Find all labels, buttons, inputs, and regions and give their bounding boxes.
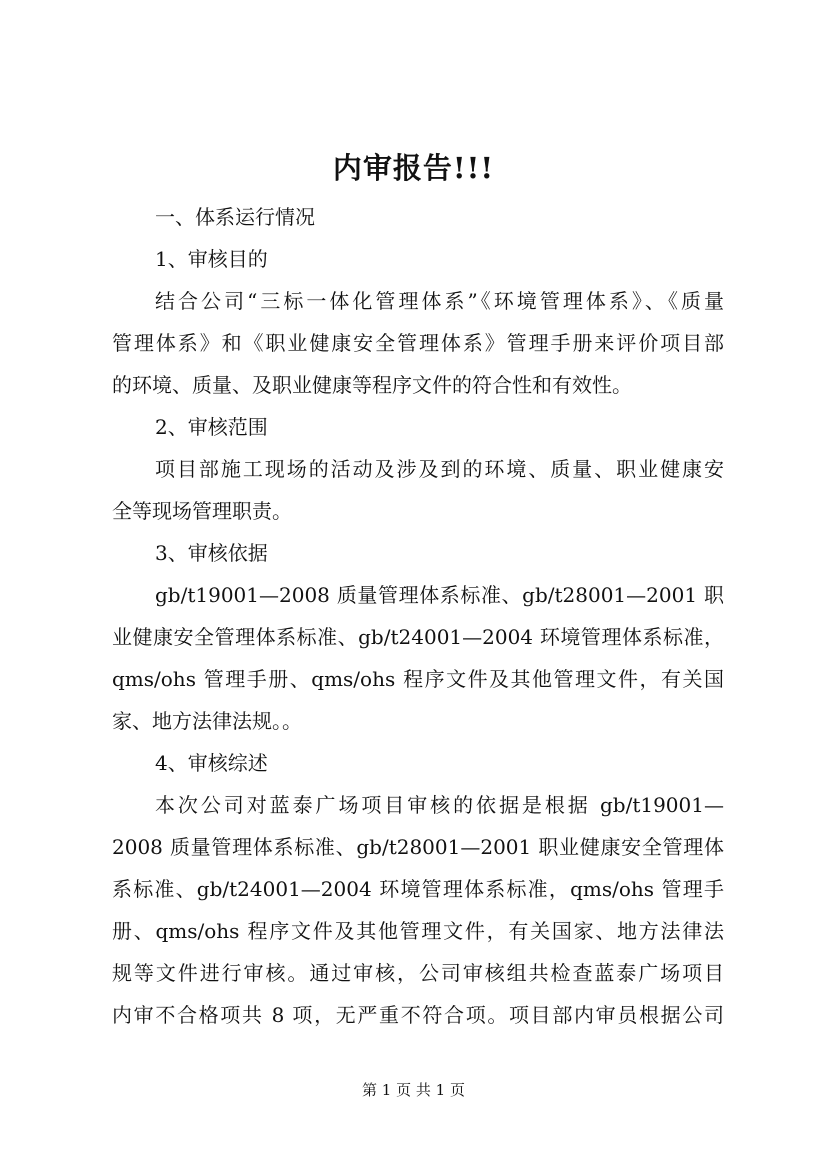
text-line: qms/ohs 管理手册、qms/ohs 程序文件及其他管理文件，有关国	[112, 667, 724, 691]
document-title: 内审报告!!!	[332, 151, 495, 185]
text-line: 结合公司“三标一体化管理体系”《环境管理体系》、《质量	[155, 289, 724, 313]
document-body	[112, 196, 724, 1036]
text-line: 2、审核范围	[155, 415, 268, 439]
page-footer: 第 1 页 共 1 页	[362, 1081, 465, 1099]
text-line: 规等文件进行审核。通过审核，公司审核组共检查蓝泰广场项目	[112, 961, 724, 985]
text-line: 家、地方法律法规。。	[112, 709, 302, 733]
text-line: 1、审核目的	[155, 247, 268, 271]
text-line: 3、审核依据	[155, 541, 268, 565]
text-line: 本次公司对蓝泰广场项目审核的依据是根据 gb/t19001—	[155, 793, 724, 817]
text-line: 项目部施工现场的活动及涉及到的环境、质量、职业健康安	[155, 457, 724, 481]
text-line: 册、qms/ohs 程序文件及其他管理文件，有关国家、地方法律法	[112, 919, 724, 943]
text-line: 系标准、gb/t24001—2004 环境管理体系标准，qms/ohs 管理手	[112, 877, 724, 901]
text-line: 一、体系运行情况	[155, 205, 315, 229]
text-line: 的环境、质量、及职业健康等程序文件的符合性和有效性。	[112, 373, 632, 397]
text-line: 4、审核综述	[155, 751, 268, 775]
text-line: 管理体系》和《职业健康安全管理体系》管理手册来评价项目部	[112, 331, 724, 355]
text-line: 内审不合格项共 8 项，无严重不符合项。项目部内审员根据公司	[112, 1003, 724, 1027]
text-line: 2008 质量管理体系标准、gb/t28001—2001 职业健康安全管理体	[112, 835, 724, 859]
text-line: 全等现场管理职责。	[112, 499, 292, 523]
text-line: gb/t19001—2008 质量管理体系标准、gb/t28001—2001 职	[155, 583, 724, 607]
text-line: 业健康安全管理体系标准、gb/t24001—2004 环境管理体系标准，	[112, 625, 724, 649]
